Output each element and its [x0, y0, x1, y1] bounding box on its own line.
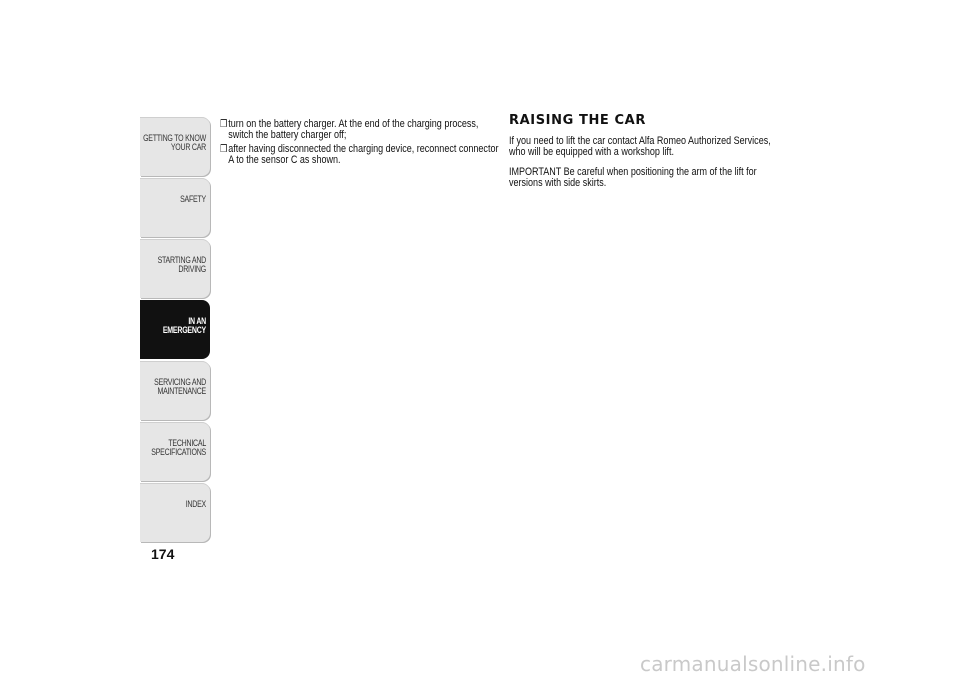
list-item-text: after having disconnected the charging device, reconnect connector A to the sensor C as shown. [228, 143, 499, 166]
tab-label: SAFETY [180, 194, 206, 204]
left-column-content [220, 119, 500, 166]
tab-label: STARTING AND DRIVING [157, 255, 206, 274]
tab-in-an-emergency[interactable] [140, 300, 210, 359]
section-title: RAISING THE CAR [509, 113, 646, 128]
page-number: 174 [151, 546, 175, 562]
tab-starting-and-driving[interactable] [140, 239, 210, 298]
tab-getting-to-know-your-car[interactable] [140, 117, 210, 176]
right-column [509, 115, 789, 198]
paragraph: If you need to lift the car contact Alfa Romeo Authorized Services, who will be equipped with a workshop lift. [509, 135, 771, 158]
paragraph: IMPORTANT Be careful when positioning the arm of the lift for versions with side skirts. [509, 166, 757, 189]
tab-servicing-and-maintenance[interactable] [140, 361, 210, 420]
tab-technical-specifications[interactable] [140, 422, 210, 481]
checkbox-bullet-icon: ❒ [220, 119, 228, 130]
list-item [220, 144, 500, 166]
tab-label: GETTING TO KNOW YOUR CAR [143, 133, 206, 152]
right-column-content [509, 136, 789, 189]
tab-label: INDEX [185, 499, 206, 509]
watermark: carmanualsonline.info [640, 652, 866, 676]
list-item [220, 119, 500, 141]
tab-label: IN AN EMERGENCY [162, 316, 206, 335]
checkbox-bullet-icon: ❒ [220, 144, 228, 155]
tab-label: SERVICING AND MAINTENANCE [154, 377, 206, 396]
left-column [220, 119, 500, 169]
list-item-text: turn on the battery charger. At the end of the charging process, switch the battery charger off; [228, 118, 479, 141]
tab-label: TECHNICAL SPECIFICATIONS [151, 438, 206, 457]
tab-safety[interactable] [140, 178, 210, 237]
tab-index[interactable] [140, 483, 210, 542]
